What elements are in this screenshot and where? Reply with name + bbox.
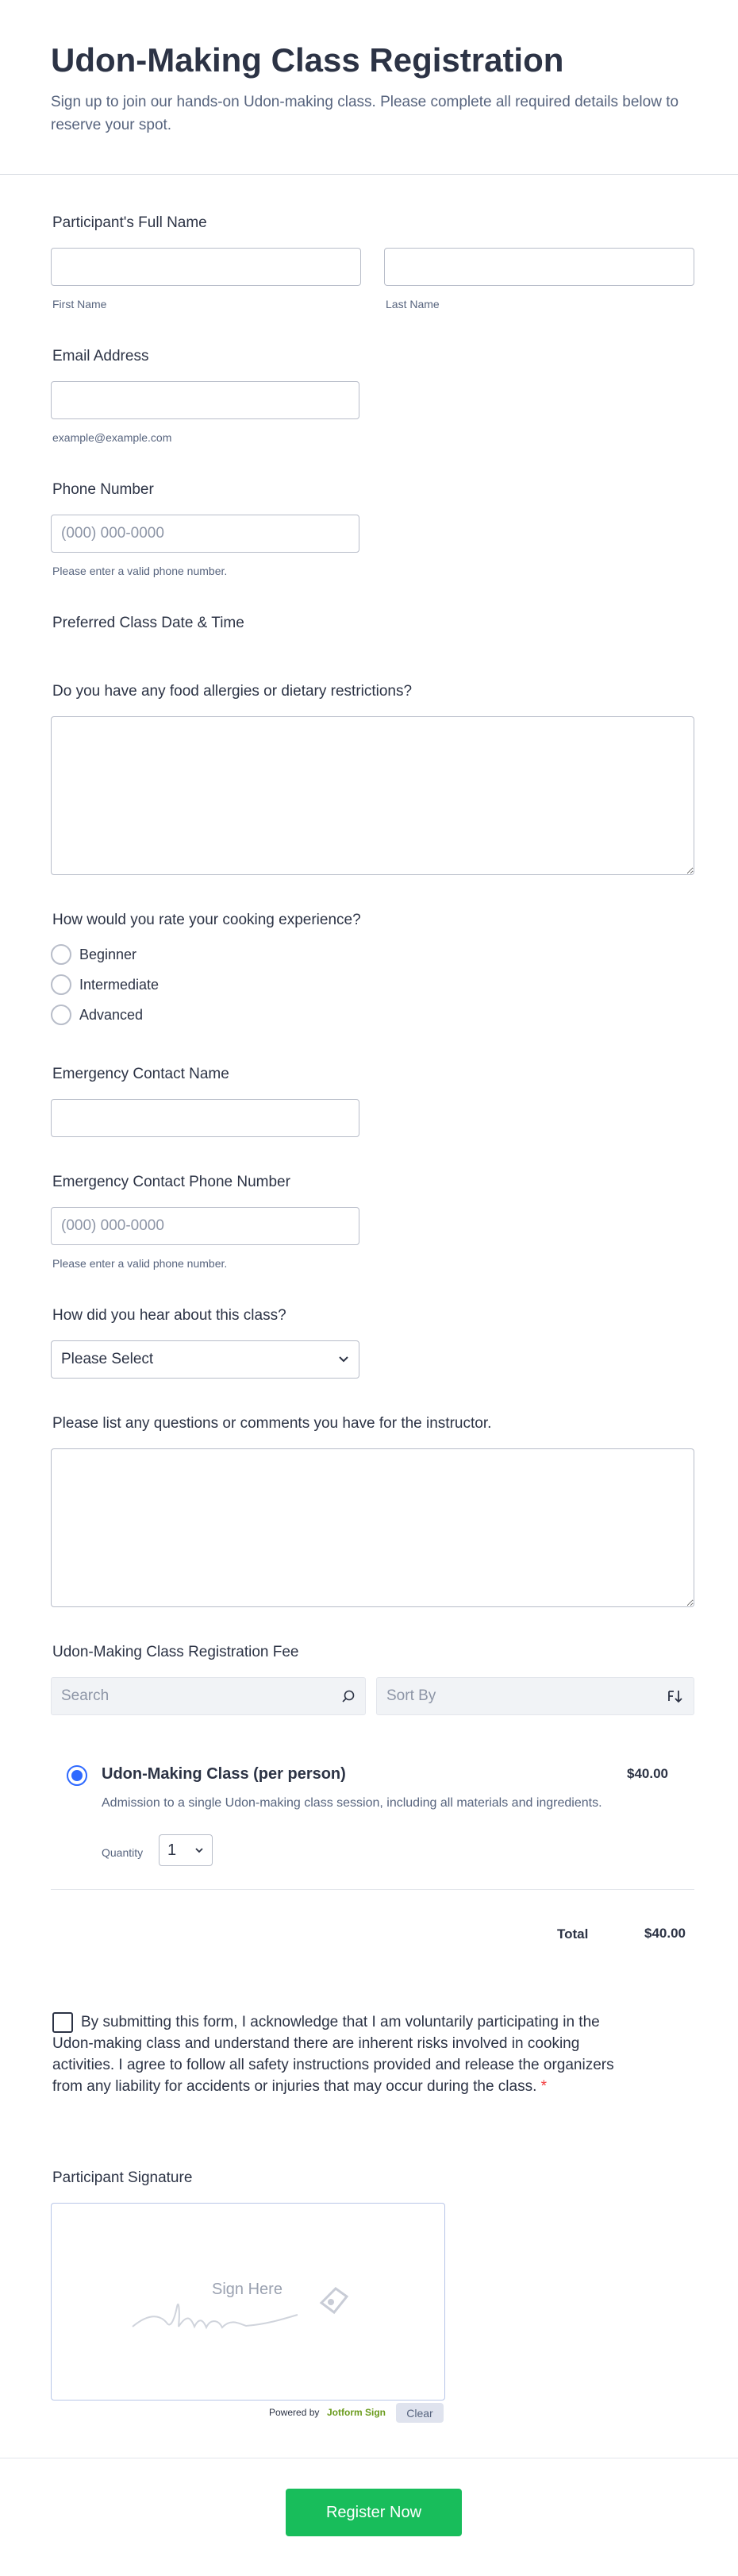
required-mark: * (540, 2078, 548, 2095)
allergies-textarea[interactable] (51, 716, 694, 875)
first-name-sublabel: First Name (52, 298, 107, 310)
product-description: Admission to a single Udon-making class session, including all materials and ingredients. (102, 1796, 602, 1810)
signature-clear-button[interactable]: Clear (396, 2403, 444, 2423)
sort-icon (667, 1688, 684, 1704)
last-name-sublabel: Last Name (386, 298, 440, 310)
email-label: Email Address (52, 348, 149, 364)
phone-sublabel: Please enter a valid phone number. (52, 565, 228, 577)
powered-by-text: Powered by (269, 2407, 320, 2418)
emergency-phone-label: Emergency Contact Phone Number (52, 1174, 290, 1190)
phone-label: Phone Number (52, 481, 154, 498)
questions-textarea[interactable] (51, 1448, 694, 1607)
signature-placeholder: Sign Here (212, 2281, 283, 2298)
consent-text-block (52, 2011, 624, 2097)
experience-radio-advanced[interactable] (51, 1005, 71, 1025)
phone-input[interactable]: (000) 000-0000 (51, 515, 359, 553)
signature-pad[interactable] (51, 2203, 445, 2401)
product-sort-select[interactable] (376, 1677, 694, 1715)
allergies-label: Do you have any food allergies or dietary restrictions? (52, 683, 413, 700)
form-body (0, 175, 738, 2454)
signature-label: Participant Signature (52, 2169, 193, 2186)
experience-option-advanced[interactable]: Advanced (79, 1007, 144, 1023)
jotform-sign-brand: Jotform Sign (327, 2407, 386, 2418)
quantity-value: 1 (167, 1841, 177, 1859)
full-name-label: Participant's Full Name (52, 214, 207, 231)
signature-scribble-icon (131, 2283, 369, 2339)
last-name-input[interactable] (384, 248, 694, 286)
experience-radio-intermediate[interactable] (51, 974, 71, 995)
chevron-down-icon (194, 1847, 204, 1853)
email-sublabel: example@example.com (52, 431, 172, 444)
chevron-down-icon (338, 1355, 349, 1363)
payment-divider (51, 1889, 694, 1890)
product-name: Udon-Making Class (per person) (102, 1765, 346, 1783)
quantity-select[interactable] (159, 1834, 213, 1866)
form-header (0, 0, 738, 175)
product-sort-label: Sort By (386, 1687, 436, 1704)
email-input[interactable] (51, 381, 359, 419)
questions-label: Please list any questions or comments you have for the instructor. (52, 1415, 492, 1432)
referral-selected-value: Please Select (61, 1351, 154, 1367)
search-icon (341, 1689, 356, 1703)
experience-radio-beginner[interactable] (51, 944, 71, 965)
product-price: $40.00 (627, 1766, 668, 1781)
consent-text: By submitting this form, I acknowledge that I am voluntarily participating in the Udon-making class and understand there are inherent risks involved in cooking activities. I agree to follow all safety instructions provided and release the organizers from any liability for accidents or injuries that may occur during the class. (52, 2014, 614, 2095)
register-now-button[interactable]: Register Now (286, 2489, 462, 2536)
product-search-input[interactable] (51, 1677, 366, 1715)
class-date-label: Preferred Class Date & Time (52, 615, 244, 631)
emergency-phone-input[interactable]: (000) 000-0000 (51, 1207, 359, 1245)
total-value: $40.00 (644, 1926, 686, 1941)
product-select-radio[interactable] (67, 1765, 87, 1786)
emergency-name-label: Emergency Contact Name (52, 1066, 229, 1082)
payment-label: Udon-Making Class Registration Fee (52, 1644, 299, 1660)
referral-select[interactable] (51, 1340, 359, 1379)
form-subtitle: Sign up to join our hands-on Udon-making class. Please complete all required details below to reserve your spot. (51, 94, 679, 133)
emergency-name-input[interactable] (51, 1099, 359, 1137)
first-name-input[interactable] (51, 248, 361, 286)
experience-option-beginner[interactable]: Beginner (79, 947, 137, 962)
quantity-label: Quantity (102, 1846, 144, 1859)
form-title: Udon-Making Class Registration (51, 41, 564, 79)
product-select-radio-dot (71, 1770, 83, 1781)
referral-label: How did you hear about this class? (52, 1307, 286, 1324)
total-label: Total (557, 1926, 589, 1942)
emergency-phone-sublabel: Please enter a valid phone number. (52, 1257, 228, 1270)
experience-label: How would you rate your cooking experience? (52, 912, 361, 928)
product-search-placeholder: Search (61, 1687, 110, 1704)
experience-option-intermediate[interactable]: Intermediate (79, 977, 160, 993)
